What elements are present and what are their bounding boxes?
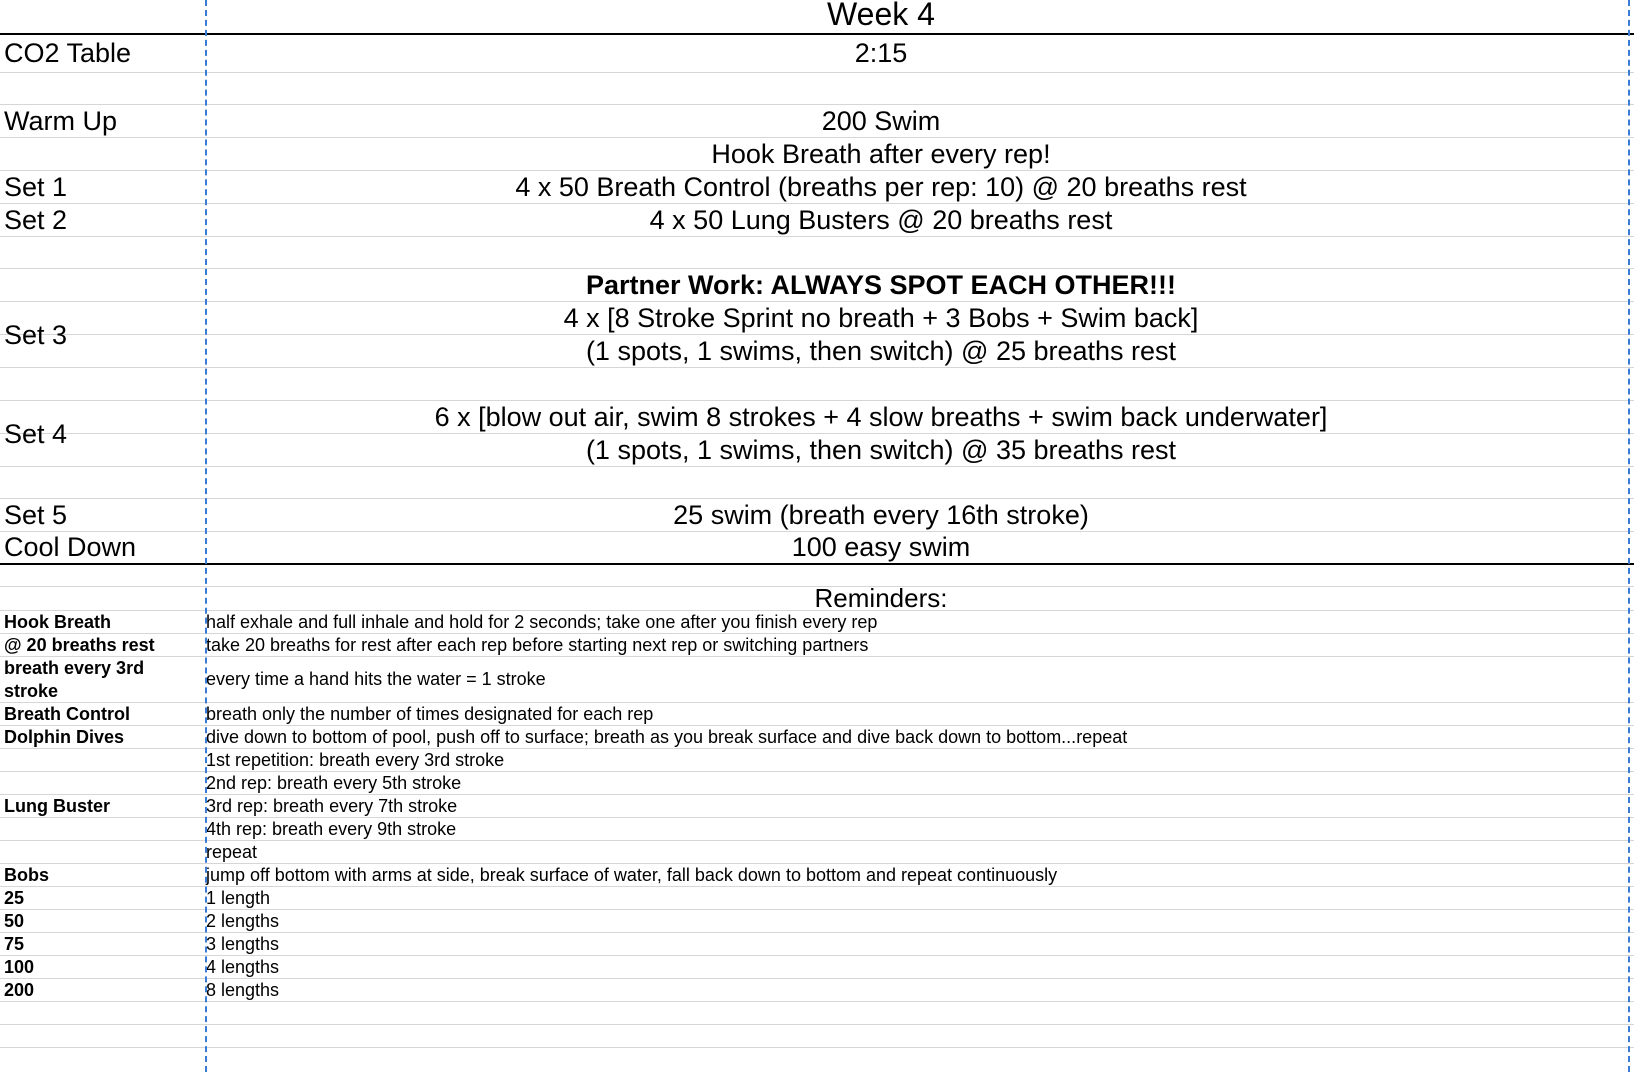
- reminder-subrow[interactable]: [0, 818, 1634, 841]
- row-text: (1 spots, 1 swims, then switch) @ 25 breaths rest: [585, 335, 1177, 366]
- reminder-desc: jump off bottom with arms at side, break surface of water, fall back down to bottom and repeat continuously: [206, 864, 1058, 885]
- row-text: 4 x 50 Breath Control (breaths per rep: 10) @ 20 breaths rest: [515, 171, 1247, 202]
- reminder-desc: dive down to bottom of pool, push off to surface; breath as you break surface and dive back down to bottom...repeat: [206, 726, 1128, 747]
- reminder-desc: half exhale and full inhale and hold for 2 seconds; take one after you finish every rep: [206, 611, 878, 632]
- row-text: 4 x [8 Stroke Sprint no breath + 3 Bobs + Swim back]: [563, 302, 1199, 333]
- reminder-term: 25: [4, 887, 25, 908]
- reminder-term: 100: [4, 956, 35, 977]
- row-set-1[interactable]: [0, 171, 1634, 204]
- reminder-desc: 8 lengths: [206, 979, 280, 1000]
- reminder-row[interactable]: [0, 657, 1634, 703]
- reminder-desc: 2nd rep: breath every 5th stroke: [206, 772, 462, 793]
- row-set-4-line-2[interactable]: [0, 434, 1634, 467]
- reminder-row[interactable]: [0, 887, 1634, 910]
- column-divider-right: [1628, 0, 1630, 1072]
- row-warm-up[interactable]: [0, 105, 1634, 138]
- row-label: Set 1: [4, 171, 68, 202]
- reminder-desc: 4 lengths: [206, 956, 280, 977]
- reminder-term: breath every 3rd stroke: [4, 657, 145, 701]
- row-text: 200 Swim: [821, 105, 941, 136]
- reminder-desc: 3rd rep: breath every 7th stroke: [206, 795, 458, 816]
- reminder-term: Breath Control: [4, 703, 130, 724]
- reminder-desc: 1 length: [206, 887, 271, 908]
- row-text: (1 spots, 1 swims, then switch) @ 35 breaths rest: [585, 434, 1177, 465]
- reminder-term: 75: [4, 933, 25, 954]
- reminder-row[interactable]: [0, 703, 1634, 726]
- reminder-desc: 2 lengths: [206, 910, 280, 931]
- row-text: 100 easy swim: [791, 532, 971, 562]
- reminder-row[interactable]: [0, 910, 1634, 933]
- row-set-3-line-1[interactable]: [0, 302, 1634, 335]
- row-label: Set 2: [4, 204, 68, 235]
- row-hook-breath-note[interactable]: [0, 138, 1634, 171]
- row-set-3-line-2[interactable]: [0, 335, 1634, 368]
- reminder-term: Dolphin Dives: [4, 726, 125, 747]
- row-empty[interactable]: [0, 237, 1634, 269]
- row-label: Set 5: [4, 499, 68, 530]
- row-label: Set 4: [4, 418, 68, 449]
- empty-row[interactable]: [0, 1002, 1634, 1025]
- row-label: Cool Down: [4, 532, 137, 562]
- row-empty[interactable]: [0, 73, 1634, 105]
- row-text: 6 x [blow out air, swim 8 strokes + 4 slow breaths + swim back underwater]: [434, 401, 1328, 432]
- reminder-subrow[interactable]: [0, 795, 1634, 818]
- row-set-4-line-1[interactable]: [0, 401, 1634, 434]
- reminder-term: Hook Breath: [4, 611, 112, 632]
- row-cool-down[interactable]: [0, 532, 1634, 565]
- reminder-subrow[interactable]: [0, 841, 1634, 864]
- reminder-desc: take 20 breaths for rest after each rep before starting next rep or switching partners: [206, 634, 869, 655]
- row-label: CO2 Table: [4, 38, 132, 68]
- row-text: 4 x 50 Lung Busters @ 20 breaths rest: [649, 204, 1113, 235]
- reminder-subrow[interactable]: [0, 772, 1634, 795]
- reminders-title: Reminders:: [814, 583, 948, 613]
- row-label: Warm Up: [4, 105, 117, 136]
- reminder-term: Bobs: [4, 864, 49, 885]
- reminder-desc: 3 lengths: [206, 933, 280, 954]
- reminder-row[interactable]: [0, 956, 1634, 979]
- row-text: Hook Breath after every rep!: [711, 138, 1051, 169]
- set-3-label-cell[interactable]: [4, 302, 67, 368]
- row-partner-work[interactable]: [0, 269, 1634, 302]
- reminder-term: Lung Buster: [4, 796, 110, 816]
- reminder-row[interactable]: [0, 611, 1634, 634]
- reminder-desc: 1st repetition: breath every 3rd stroke: [206, 749, 505, 770]
- week-title: Week 4: [827, 0, 935, 32]
- row-label: Set 3: [4, 319, 68, 350]
- partner-work-heading: Partner Work: ALWAYS SPOT EACH OTHER!!!: [585, 269, 1177, 300]
- row-empty[interactable]: [0, 368, 1634, 401]
- row-set-2[interactable]: [0, 204, 1634, 237]
- reminder-row[interactable]: [0, 726, 1634, 749]
- empty-row[interactable]: [0, 1025, 1634, 1048]
- row-co2-table[interactable]: [0, 35, 1634, 73]
- week-title-row[interactable]: [0, 0, 1634, 35]
- reminder-subrow[interactable]: [0, 749, 1634, 772]
- row-empty[interactable]: [0, 467, 1634, 499]
- set-4-label-cell[interactable]: [4, 401, 67, 467]
- reminder-row[interactable]: [0, 634, 1634, 657]
- column-divider: [205, 0, 207, 1072]
- reminder-desc: breath only the number of times designated for each rep: [206, 703, 654, 724]
- reminder-desc: 4th rep: breath every 9th stroke: [206, 818, 457, 839]
- reminder-desc: every time a hand hits the water = 1 stroke: [206, 669, 546, 689]
- reminder-desc: repeat: [206, 841, 258, 862]
- reminders-title-row[interactable]: [0, 583, 1634, 613]
- reminder-row[interactable]: [0, 933, 1634, 956]
- row-text: 25 swim (breath every 16th stroke): [673, 499, 1089, 530]
- reminder-row[interactable]: [0, 979, 1634, 1002]
- lung-buster-term-cell[interactable]: [4, 749, 110, 864]
- reminder-row[interactable]: [0, 864, 1634, 887]
- reminder-term: @ 20 breaths rest: [4, 634, 155, 655]
- row-text: 2:15: [854, 38, 908, 68]
- reminder-term: 200: [4, 979, 35, 1000]
- reminder-term: 50: [4, 910, 25, 931]
- row-set-5[interactable]: [0, 499, 1634, 532]
